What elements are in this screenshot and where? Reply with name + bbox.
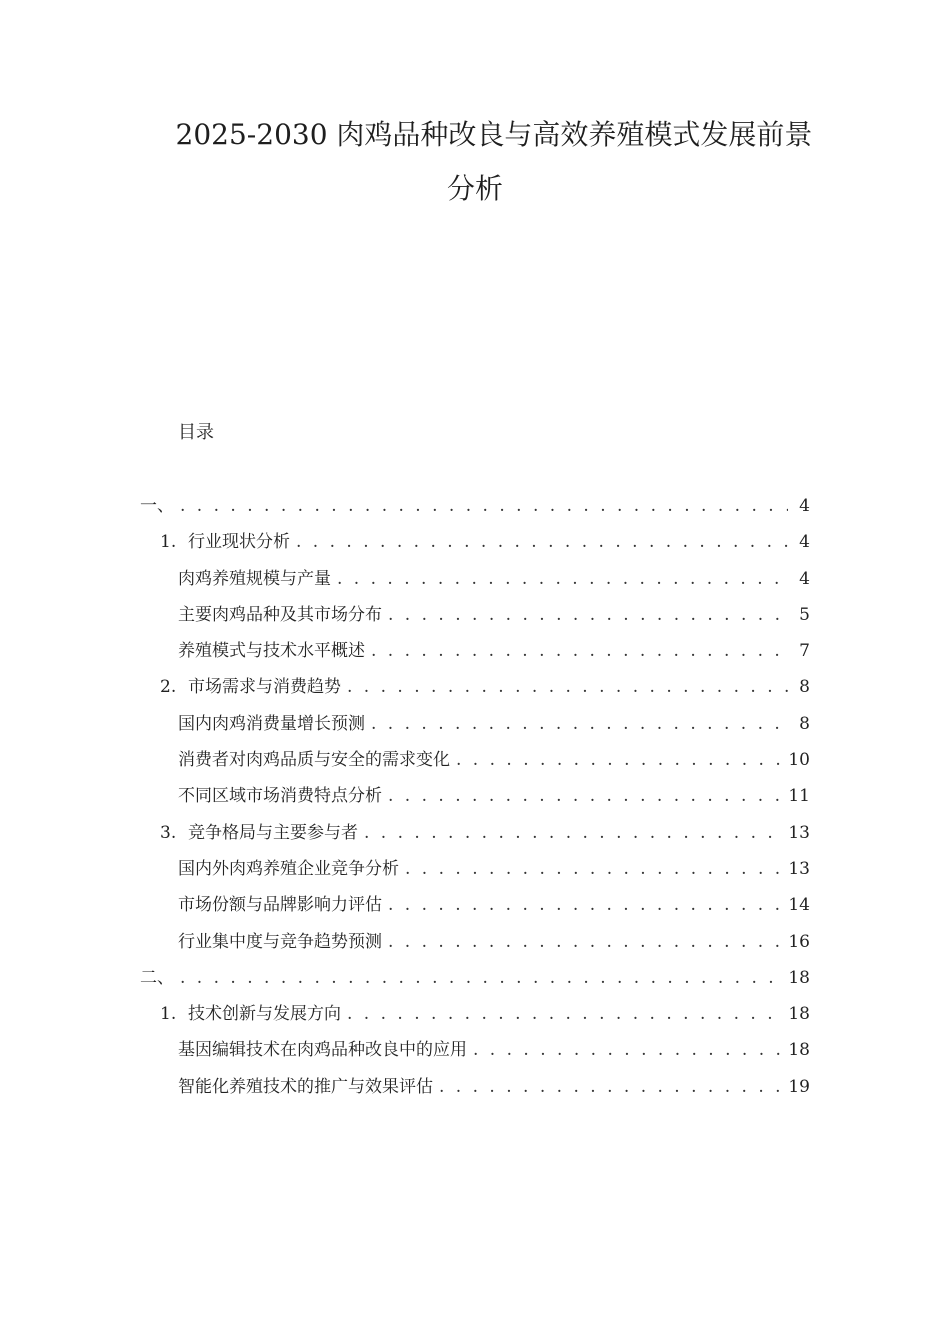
toc-entry-number: 2.: [160, 677, 177, 698]
table-of-contents: [140, 488, 810, 1105]
toc-entry[interactable]: [140, 815, 810, 851]
toc-entry[interactable]: [140, 996, 810, 1032]
toc-page-number: 19: [788, 1076, 810, 1097]
toc-entry[interactable]: [140, 488, 810, 524]
toc-entry-title: 行业现状分析: [188, 532, 290, 553]
toc-entry-title: 市场需求与消费趋势: [188, 677, 341, 698]
toc-dot-leader: [473, 1032, 782, 1068]
toc-dot-leader: [347, 996, 782, 1032]
toc-page-number: 11: [788, 786, 810, 807]
toc-entry[interactable]: [140, 561, 810, 597]
toc-page-number: 7: [799, 641, 810, 662]
toc-entry-title: 技术创新与发展方向: [188, 1004, 341, 1025]
toc-entry-title: 智能化养殖技术的推广与效果评估: [178, 1076, 433, 1097]
toc-dot-leader: [388, 778, 782, 814]
title-line-2: 分析: [446, 172, 503, 205]
toc-page-number: 18: [788, 967, 810, 988]
toc-dot-leader: [337, 561, 788, 597]
toc-entry-number: 3.: [160, 822, 177, 843]
toc-entry[interactable]: [140, 742, 810, 778]
toc-entry-title: 一、: [140, 496, 174, 516]
toc-page-number: 14: [788, 895, 810, 916]
toc-dot-leader: [347, 669, 788, 705]
toc-entry-title: 二、: [140, 967, 174, 988]
toc-entry[interactable]: [140, 633, 810, 669]
toc-dot-leader: [388, 924, 782, 960]
toc-dot-leader: [180, 488, 788, 524]
toc-page-number: 4: [799, 532, 810, 553]
toc-entry-number: 1.: [160, 1004, 177, 1025]
toc-entry-title: 行业集中度与竞争趋势预测: [178, 931, 382, 952]
toc-entry-title: 养殖模式与技术水平概述: [178, 641, 365, 662]
toc-entry[interactable]: [140, 597, 810, 633]
toc-dot-leader: [456, 742, 782, 778]
toc-page-number: 13: [788, 858, 810, 879]
toc-entry-title: 肉鸡养殖规模与产量: [178, 568, 331, 589]
toc-entry[interactable]: [140, 706, 810, 742]
toc-dot-leader: [388, 887, 782, 923]
toc-entry[interactable]: [140, 1069, 810, 1105]
toc-entry-title: 市场份额与品牌影响力评估: [178, 895, 382, 916]
toc-dot-leader: [364, 815, 782, 851]
toc-entry-number: 1.: [160, 532, 177, 553]
toc-dot-leader: [296, 524, 788, 560]
toc-entry-title: 基因编辑技术在肉鸡品种改良中的应用: [178, 1040, 467, 1061]
toc-page-number: 16: [788, 931, 810, 952]
toc-dot-leader: [388, 597, 788, 633]
toc-entry[interactable]: [140, 887, 810, 923]
toc-entry-title: 消费者对肉鸡品质与安全的需求变化: [178, 750, 450, 771]
document-title: [0, 108, 950, 216]
toc-page-number: 5: [799, 604, 810, 625]
toc-entry[interactable]: [140, 960, 810, 996]
toc-page-number: 10: [788, 750, 810, 771]
toc-page-number: 4: [799, 568, 810, 589]
toc-page-number: 18: [788, 1040, 810, 1061]
toc-entry-title: 竞争格局与主要参与者: [188, 822, 358, 843]
toc-entry-title: 国内外肉鸡养殖企业竞争分析: [178, 858, 399, 879]
toc-entry[interactable]: [140, 524, 810, 560]
toc-dot-leader: [371, 633, 788, 669]
toc-dot-leader: [439, 1069, 782, 1105]
toc-page-number: 18: [788, 1004, 810, 1025]
toc-page-number: 8: [799, 677, 810, 698]
toc-entry[interactable]: [140, 669, 810, 705]
toc-dot-leader: [405, 851, 782, 887]
toc-page-number: 4: [799, 496, 810, 516]
toc-entry[interactable]: [140, 924, 810, 960]
toc-entry-title: 国内肉鸡消费量增长预测: [178, 713, 365, 734]
toc-page-number: 8: [799, 713, 810, 734]
toc-entry[interactable]: [140, 1032, 810, 1068]
toc-entry-title: 不同区域市场消费特点分析: [178, 786, 382, 807]
toc-entry[interactable]: [140, 851, 810, 887]
toc-entry[interactable]: [140, 778, 810, 814]
title-line-1: 2025-2030 肉鸡品种改良与高效养殖模式发展前景: [175, 118, 813, 151]
toc-dot-leader: [180, 960, 782, 996]
toc-page-number: 13: [788, 822, 810, 843]
toc-dot-leader: [371, 706, 788, 742]
toc-heading: 目录: [178, 422, 214, 443]
toc-entry-title: 主要肉鸡品种及其市场分布: [178, 604, 382, 625]
